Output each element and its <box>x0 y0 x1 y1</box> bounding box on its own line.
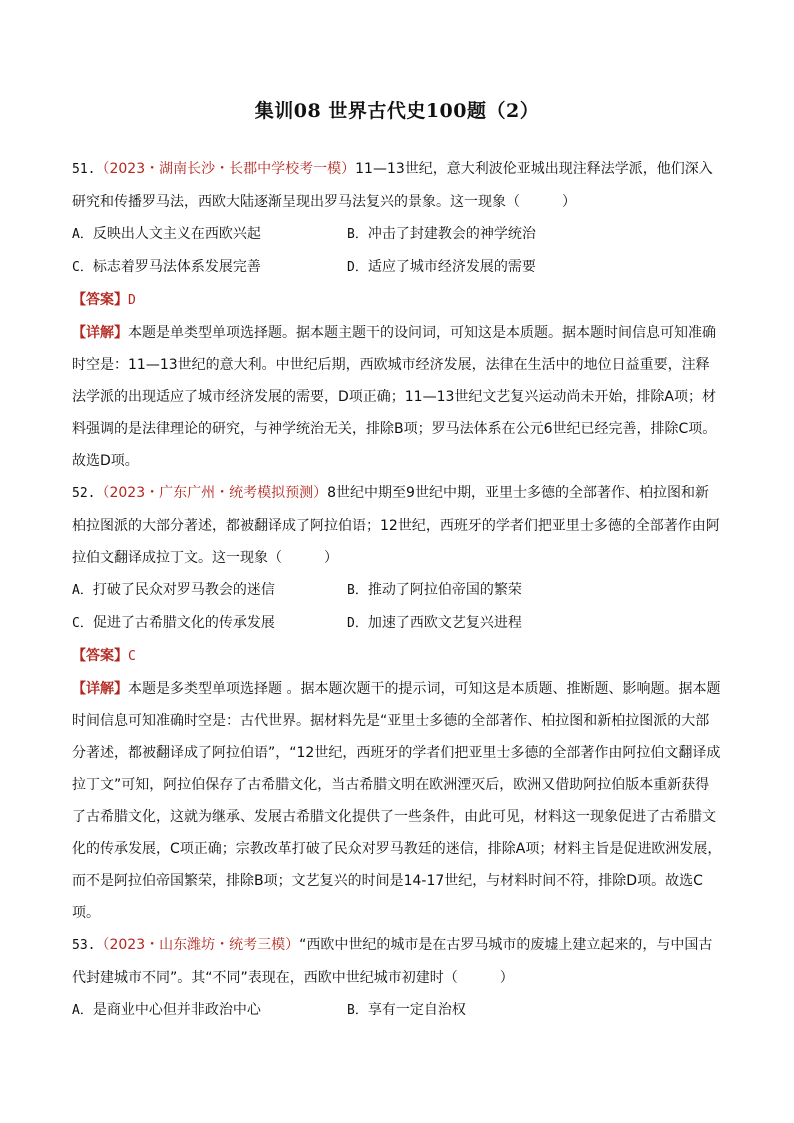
option-text: 打破了民众对罗马教会的迷信 <box>92 582 275 598</box>
option-letter: D． <box>347 616 368 631</box>
option-text: 冲击了封建教会的神学统治 <box>367 226 536 242</box>
question-52 <box>72 477 722 929</box>
question-53 <box>72 929 722 1027</box>
detail-text: 本题是多类型单项选择题 。据本题次题干的提示词，可知这是本质题、推断题、影响题。据本题时间信息可知准确时空是：古代世界。据材料先是“亚里士多德的全部著作、柏拉图和新柏拉图派的大部分著述，都被翻译成了阿拉伯语”，“12世纪，西班牙的学者们把亚里士多德的全部著作由阿拉伯文翻译成拉丁文”可知，阿拉伯保存了古希腊文化，当古希腊文明在欧洲湮灭后，欧洲又借助阿拉伯版本重新获得了古希腊文化，这就为继承、发展古希腊文化提供了一些条件，由此可见，材料这一现象促进了古希腊文化的传承发展，C项正确；宗教改革打破了民众对罗马教廷的迷信，排除A项；材料主旨是促进欧洲发展，而不是阿拉伯帝国繁荣，排除B项；文艺复兴的时间是14-17世纪，与材料时间不符，排除D项。故选C项。 <box>72 681 722 921</box>
option-d <box>347 607 722 640</box>
option-letter: B． <box>347 583 368 598</box>
option-letter: A． <box>72 1003 93 1018</box>
answer-line <box>72 640 722 673</box>
detail-label: 【详解】 <box>72 681 128 697</box>
question-stem <box>72 477 722 574</box>
option-text: 加速了西欧文艺复兴进程 <box>367 615 522 631</box>
option-b <box>347 994 722 1027</box>
option-a <box>72 574 347 607</box>
option-text: 促进了古希腊文化的传承发展 <box>92 615 275 631</box>
question-source: （2023・山东潍坊・统考三模） <box>95 937 300 953</box>
option-letter: C． <box>72 260 93 275</box>
option-b <box>347 574 722 607</box>
detail-label: 【详解】 <box>72 325 128 341</box>
options-grid <box>72 218 722 284</box>
question-source: （2023・湖南长沙・长郡中学校考一模） <box>95 161 356 177</box>
option-text: 标志着罗马法体系发展完善 <box>92 259 261 275</box>
option-text: 是商业中心但并非政治中心 <box>92 1002 261 1018</box>
page-title: 集训08 世界古代史100题（2） <box>254 100 540 122</box>
options-grid <box>72 574 722 640</box>
option-letter: B． <box>347 227 368 242</box>
option-letter: B． <box>347 1003 368 1018</box>
question-stem <box>72 929 722 994</box>
question-source: （2023・广东广州・统考模拟预测） <box>95 485 328 501</box>
answer-value: C <box>128 649 136 664</box>
document-page <box>72 96 722 1027</box>
question-text: “西欧中世纪的城市是在古罗马城市的废墟上建立起来的，与中国古代封建城市不同”。其“不同”表现在，西欧中世纪城市初建时（ ） <box>72 937 713 986</box>
detail-paragraph <box>72 317 722 477</box>
question-number: 53. <box>72 938 96 953</box>
option-letter: C． <box>72 616 93 631</box>
question-text: 8世纪中期至9世纪中期，亚里士多德的全部著作、柏拉图和新柏拉图派的大部分著述，都被翻译成了阿拉伯语；12世纪，西班牙的学者们把亚里士多德的全部著作由阿拉伯文翻译成拉丁文。这一现象（ ） <box>72 485 720 566</box>
detail-text: 本题是单类型单项选择题。据本题主题干的设问词，可知这是本质题。据本题时间信息可知准确时空是：11—13世纪的意大利。中世纪后期，西欧城市经济发展，法律在生活中的地位日益重要，注释法学派的出现适应了城市经济发展的需要，D项正确；11—13世纪文艺复兴运动尚未开始，排除A项；材料强调的是法律理论的研究，与神学统治无关，排除B项；罗马法体系在公元6世纪已经完善，排除C项。故选D项。 <box>72 325 717 469</box>
option-letter: A． <box>72 583 93 598</box>
answer-line <box>72 284 722 317</box>
option-a <box>72 218 347 251</box>
answer-label: 【答案】 <box>72 648 128 664</box>
question-number: 51. <box>72 162 96 177</box>
detail-paragraph <box>72 673 722 929</box>
option-text: 适应了城市经济发展的需要 <box>367 259 536 275</box>
option-text: 推动了阿拉伯帝国的繁荣 <box>367 582 522 598</box>
question-stem <box>72 153 722 218</box>
option-text: 反映出人文主义在西欧兴起 <box>92 226 261 242</box>
option-letter: A． <box>72 227 93 242</box>
option-letter: D． <box>347 260 368 275</box>
option-b <box>347 218 722 251</box>
options-grid <box>72 994 722 1027</box>
answer-label: 【答案】 <box>72 292 128 308</box>
question-number: 52. <box>72 486 96 501</box>
option-c <box>72 607 347 640</box>
answer-value: D <box>128 293 136 308</box>
option-c <box>72 251 347 284</box>
option-d <box>347 251 722 284</box>
question-text: 11—13世纪，意大利波伦亚城出现注释法学派，他们深入研究和传播罗马法，西欧大陆逐渐呈现出罗马法复兴的景象。这一现象（ ） <box>72 161 713 210</box>
option-text: 享有一定自治权 <box>367 1002 466 1018</box>
question-51 <box>72 153 722 477</box>
option-a <box>72 994 347 1027</box>
